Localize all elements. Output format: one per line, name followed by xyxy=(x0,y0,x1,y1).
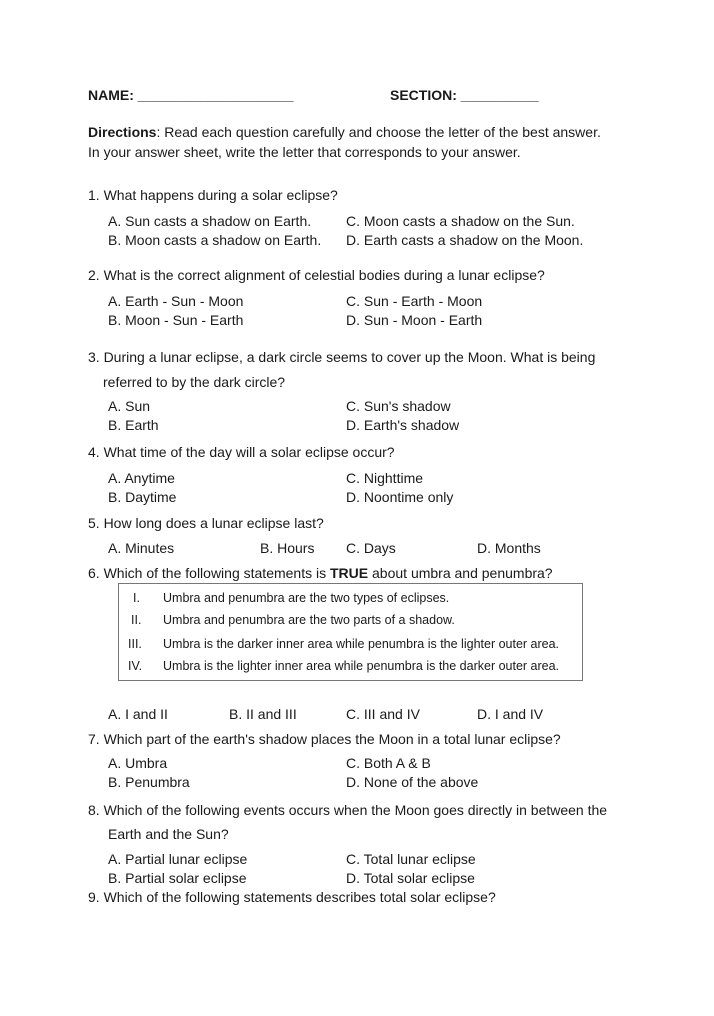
question-5: 5. How long does a lunar eclipse last? xyxy=(88,515,324,531)
q5-option-a[interactable]: A. Minutes xyxy=(108,540,175,556)
name-label-text: NAME: xyxy=(88,87,134,103)
q4-option-b[interactable]: B. Daytime xyxy=(108,489,177,505)
name-blank[interactable]: ____________________ xyxy=(137,87,294,103)
q3-option-b[interactable]: B. Earth xyxy=(108,417,159,433)
q4-option-c[interactable]: C. Nighttime xyxy=(346,470,424,486)
statement-num-1: I. xyxy=(133,591,140,605)
q6-option-c[interactable]: C. III and IV xyxy=(346,706,420,722)
q7-option-b[interactable]: B. Penumbra xyxy=(108,774,190,790)
statement-text-4: Umbra is the lighter inner area while penumbra is the darker outer area. xyxy=(163,659,560,673)
q1-option-c[interactable]: C. Moon casts a shadow on the Sun. xyxy=(346,213,575,229)
q5-option-b[interactable]: B. Hours xyxy=(260,540,315,556)
section-label xyxy=(390,87,539,103)
directions-label: Directions xyxy=(88,124,157,140)
directions-line-1 xyxy=(88,124,601,140)
question-8: 8. Which of the following events occurs when the Moon goes directly in between the xyxy=(88,802,608,818)
q2-option-a[interactable]: A. Earth - Sun - Moon xyxy=(108,293,244,309)
statement-num-2: II. xyxy=(131,613,142,627)
q8-option-b[interactable]: B. Partial solar eclipse xyxy=(108,870,247,886)
question-6-text-a: 6. Which of the following statements is xyxy=(88,565,330,581)
directions-text-1: : Read each question carefully and choose the letter of the best answer. xyxy=(156,124,601,140)
question-2: 2. What is the correct alignment of celestial bodies during a lunar eclipse? xyxy=(88,267,545,283)
q5-option-c[interactable]: C. Days xyxy=(346,540,396,556)
section-label-text: SECTION: xyxy=(390,87,457,103)
question-9: 9. Which of the following statements describes total solar eclipse? xyxy=(88,889,496,905)
q6-option-b[interactable]: B. II and III xyxy=(229,706,297,722)
q8-option-a[interactable]: A. Partial lunar eclipse xyxy=(108,851,248,867)
question-6-emphasis: TRUE xyxy=(330,565,369,581)
q3-option-c[interactable]: C. Sun's shadow xyxy=(346,398,451,414)
q7-option-d[interactable]: D. None of the above xyxy=(346,774,479,790)
question-1: 1. What happens during a solar eclipse? xyxy=(88,187,338,203)
q1-option-b[interactable]: B. Moon casts a shadow on Earth. xyxy=(108,232,322,248)
question-4: 4. What time of the day will a solar eclipse occur? xyxy=(88,444,395,460)
q3-option-a[interactable]: A. Sun xyxy=(108,398,151,414)
statement-text-1: Umbra and penumbra are the two types of eclipses. xyxy=(163,591,450,605)
question-3: 3. During a lunar eclipse, a dark circle seems to cover up the Moon. What is being xyxy=(88,349,596,365)
q2-option-d[interactable]: D. Sun - Moon - Earth xyxy=(346,312,483,328)
question-3-cont: referred to by the dark circle? xyxy=(103,374,286,390)
section-blank[interactable]: __________ xyxy=(460,87,539,103)
q8-option-d[interactable]: D. Total solar eclipse xyxy=(346,870,475,886)
statement-num-4: IV. xyxy=(128,659,143,673)
name-label xyxy=(88,87,294,103)
q6-option-d[interactable]: D. I and IV xyxy=(477,706,544,722)
question-8-cont: Earth and the Sun? xyxy=(108,826,229,842)
statements-box xyxy=(118,583,583,681)
q1-option-a[interactable]: A. Sun casts a shadow on Earth. xyxy=(108,213,312,229)
q2-option-b[interactable]: B. Moon - Sun - Earth xyxy=(108,312,244,328)
statement-text-2: Umbra and penumbra are the two parts of a shadow. xyxy=(163,613,455,627)
q7-option-c[interactable]: C. Both A & B xyxy=(346,755,431,771)
q6-option-a[interactable]: A. I and II xyxy=(108,706,168,722)
question-6 xyxy=(88,565,553,581)
statement-text-3: Umbra is the darker inner area while penumbra is the lighter outer area. xyxy=(163,637,560,651)
directions-line-2: In your answer sheet, write the letter that corresponds to your answer. xyxy=(88,144,521,160)
question-7: 7. Which part of the earth's shadow places the Moon in a total lunar eclipse? xyxy=(88,731,561,747)
q8-option-c[interactable]: C. Total lunar eclipse xyxy=(346,851,476,867)
question-6-text-b: about umbra and penumbra? xyxy=(368,565,553,581)
q1-option-d[interactable]: D. Earth casts a shadow on the Moon. xyxy=(346,232,584,248)
q3-option-d[interactable]: D. Earth's shadow xyxy=(346,417,460,433)
q4-option-a[interactable]: A. Anytime xyxy=(108,470,175,486)
q7-option-a[interactable]: A. Umbra xyxy=(108,755,168,771)
q4-option-d[interactable]: D. Noontime only xyxy=(346,489,454,505)
q2-option-c[interactable]: C. Sun - Earth - Moon xyxy=(346,293,483,309)
statement-num-3: III. xyxy=(128,637,142,651)
q5-option-d[interactable]: D. Months xyxy=(477,540,541,556)
